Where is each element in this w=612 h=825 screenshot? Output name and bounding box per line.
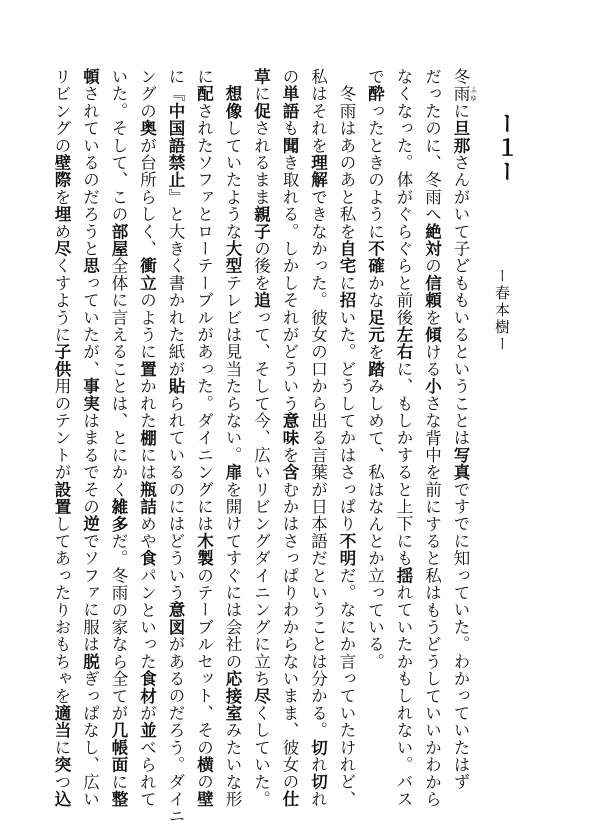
bold-word: 壁 (194, 790, 214, 808)
bold-word: 傾 (422, 326, 442, 344)
text-run: していたような (223, 119, 242, 241)
text-run: なくなった。体がぐらぐらと前後 (394, 68, 413, 326)
text-run: で (365, 68, 385, 86)
bold-word: 酔 (365, 85, 385, 103)
bold-word: 写真 (451, 446, 470, 481)
bold-word: 奥 (137, 119, 157, 137)
text-run: してあったりおもちゃを (52, 515, 71, 705)
text-run: べられて (137, 738, 157, 808)
bold-word: 事実 (80, 377, 100, 413)
bold-word: 単語 (280, 85, 299, 120)
text-run: を (422, 308, 442, 327)
ruby-annotation: ふゆ (469, 85, 478, 103)
bold-word: 横 (194, 756, 214, 774)
bold-word: 木製 (194, 532, 214, 567)
text-run: が (137, 704, 157, 722)
text-line (361, 68, 389, 670)
text-run: だ。なにか言っていたけれど、 (337, 566, 356, 808)
text-run: の (422, 257, 442, 275)
text-run: が台所らしく、 (137, 136, 157, 258)
text-run: さな背中を前にすると私はもうどうしていいかわから (422, 394, 442, 808)
text-run: れていたかもしれない。バス (394, 584, 413, 808)
bold-word: 応接室 (223, 670, 242, 722)
bold-word: 脱 (80, 652, 100, 671)
text-run: かな (365, 274, 385, 309)
text-run: があるのだろう。ダイニ (166, 635, 185, 825)
bold-word: 意図 (166, 601, 185, 636)
bold-word: 逆 (80, 515, 100, 533)
bold-word: 衝立 (137, 257, 157, 292)
text-run: さんがいて子どももいるということは (451, 154, 470, 447)
bold-word: 不確 (365, 240, 385, 275)
text-run: を開けてすぐには会社の (223, 480, 242, 671)
text-run: みしめて、私はなんとか立っている。 (365, 377, 385, 671)
bold-word: 設置 (52, 480, 71, 516)
text-line (190, 68, 218, 808)
bold-word: 踏 (365, 360, 385, 378)
bold-word: 並 (137, 721, 157, 739)
bold-word: 招 (337, 291, 356, 309)
text-run: ぎっぱなし、広い (80, 670, 100, 808)
bold-word: 信頼 (422, 274, 442, 309)
bold-word: 促 (251, 102, 271, 120)
text-run: だ。冬雨の家なら全てが (109, 532, 128, 722)
bold-word: 大型 (223, 240, 242, 275)
bold-word: 思 (80, 257, 100, 275)
text-run: に (251, 85, 271, 103)
text-line (389, 68, 417, 808)
text-run: の (194, 773, 214, 791)
bold-word: 自宅 (337, 240, 356, 275)
text-run: に (337, 274, 356, 292)
bold-word: 想像 (223, 85, 242, 120)
text-run: かれた (137, 377, 157, 430)
text-run: でソファに服は (80, 532, 100, 653)
text-run: されたソファとローテーブルがあった。ダイニングには (194, 102, 214, 533)
bold-word: 食 (137, 549, 157, 567)
text-run: も (280, 119, 299, 137)
text-run: テレビは見当たらない。 (223, 274, 242, 464)
text-run: に (451, 102, 470, 120)
text-run: のように (137, 291, 157, 361)
bold-word: 聞 (280, 136, 299, 155)
text-run: に (194, 68, 214, 86)
text-line (275, 68, 303, 808)
text-run: っていたが、 (80, 274, 100, 378)
text-run: ですでに知っていた。わかっていたはず (451, 480, 470, 791)
text-run: だったのに、冬雨へ (422, 68, 442, 223)
text-run: き取れる。しかしそれがどういう (280, 154, 299, 413)
text-run: れ (308, 756, 328, 774)
text-run: されるまま (251, 119, 271, 206)
text-run: くすように (52, 257, 71, 344)
text-run: って、そして今、広いリビングダイニングに立ち (251, 308, 271, 688)
text-line (76, 68, 104, 808)
bold-word: 頓 (80, 68, 100, 86)
text-run: に、もしかすると上下にも (394, 360, 413, 567)
text-run: の (280, 68, 299, 86)
text-run: に『 (166, 68, 185, 103)
bold-word: 棚 (137, 429, 157, 447)
text-line (247, 68, 275, 808)
author-name: ー春本樹ー (493, 268, 511, 353)
text-run: 』と大きく書かれた紙が (166, 188, 185, 378)
text-line (47, 68, 75, 808)
text-run: を (280, 446, 299, 464)
text-run: に (109, 773, 128, 791)
bold-word: 突 (52, 756, 71, 774)
bold-word: 貼 (166, 377, 185, 395)
text-line (418, 68, 446, 808)
bold-word: 子供 (52, 343, 71, 378)
text-run: られているのにはどういう (166, 394, 185, 602)
text-line (133, 68, 161, 808)
text-run: を (52, 188, 71, 206)
bold-word: 埋 (52, 205, 71, 223)
text-run: ける (422, 343, 442, 378)
text-run: できなかった。彼女の口から出る言葉が日本語だということは分かる。 (308, 188, 328, 739)
bold-word: 理解 (308, 154, 328, 189)
bold-word: 適当 (52, 704, 71, 739)
text-line (332, 68, 360, 808)
text-run: つ (52, 773, 71, 791)
text-run: むかはさっぱりわからないまま、彼女の (280, 480, 299, 791)
text-line (104, 68, 132, 808)
text-run: 用のテントが (52, 377, 71, 481)
text-run: れ (308, 790, 328, 808)
bold-word: 食材 (137, 670, 157, 705)
bold-word: 尽 (52, 240, 71, 258)
bold-word: 揺 (394, 566, 413, 585)
bold-word: 扉 (223, 463, 242, 481)
text-run: に (52, 738, 71, 757)
bold-word: 雑多 (109, 498, 128, 533)
text-line (446, 68, 478, 790)
bold-word: 旦那 (451, 119, 470, 155)
bold-word: 壁際 (52, 154, 71, 189)
bold-word: 切 (308, 773, 328, 791)
bold-word: 不明 (337, 532, 356, 567)
text-run: ングの (137, 68, 157, 120)
text-line (218, 68, 246, 808)
text-run: のテーブルセット、その (194, 566, 214, 757)
text-run: 冬 (451, 68, 470, 86)
text-line (161, 68, 189, 825)
bold-word: 整 (109, 790, 128, 808)
text-run: には (137, 446, 157, 481)
text-run: を (365, 343, 385, 361)
text-run: くしていた。 (251, 704, 271, 808)
bold-word: 追 (251, 291, 271, 309)
text-line (304, 68, 332, 808)
text-run: 私はそれを (308, 68, 328, 154)
bold-word: 絶対 (422, 222, 442, 258)
bold-word: 意味 (280, 412, 299, 447)
chapter-number: ー１ー (493, 112, 518, 184)
bold-word: 小 (422, 377, 442, 395)
text-run: めや (137, 515, 157, 550)
ruby-text (451, 85, 478, 103)
ruby-base: 雨 (451, 85, 470, 103)
text-run: の後を (251, 240, 271, 292)
text-run: リビングの (52, 68, 71, 154)
text-run: いた。そして、この (109, 68, 128, 223)
text-run: め (52, 222, 71, 241)
text-run: 全体に言えることは、とにかく (109, 257, 128, 499)
bold-word: 中国語禁止 (166, 102, 185, 189)
bold-word: 足元 (365, 308, 385, 344)
text-run: いた。どうしてかはさっぱり (337, 308, 356, 533)
bold-word: 草 (251, 68, 271, 86)
text-run: ったときのように (365, 102, 385, 241)
text-run: みたいな形 (223, 721, 242, 808)
bold-word: 仕 (280, 790, 299, 808)
bold-word: 左右 (394, 326, 413, 361)
text-run: されているのだろうと (80, 85, 100, 258)
text-run (223, 68, 242, 85)
text-run: はまるでその (80, 412, 100, 516)
bold-word: 込 (52, 790, 71, 808)
bold-word: 几帳面 (109, 721, 128, 774)
bold-word: 部屋 (109, 222, 128, 258)
bold-word: 含 (280, 463, 299, 481)
text-run: 冬雨はあのあと私を (337, 68, 356, 240)
bold-word: 切 (308, 738, 328, 757)
bold-word: 置 (137, 360, 157, 378)
text-run: パンといった (137, 566, 157, 671)
bold-word: 尽 (251, 687, 271, 705)
bold-word: 配 (194, 85, 214, 103)
bold-word: 瓶詰 (137, 480, 157, 516)
bold-word: 親子 (251, 205, 271, 241)
